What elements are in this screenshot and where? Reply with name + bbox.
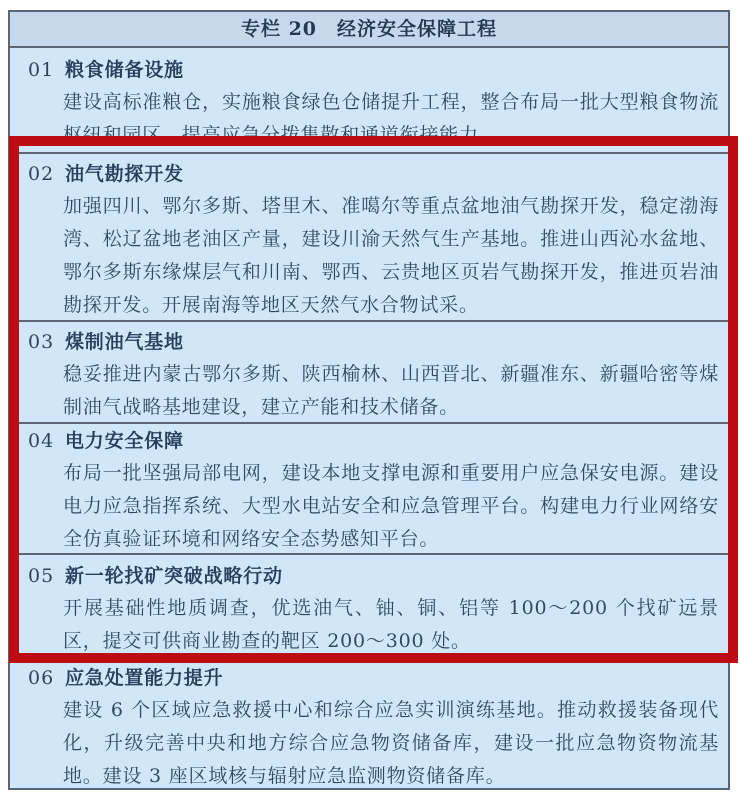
item-head xyxy=(10,326,728,358)
item-body: 稳妥推进内蒙古鄂尔多斯、陕西榆林、山西晋北、新疆准东、新疆哈密等煤制油气战略基地建设，建立产能和技术储备。 xyxy=(63,363,719,418)
item-head xyxy=(10,662,728,694)
box-item xyxy=(10,48,728,154)
item-number: 03 xyxy=(28,331,55,353)
item-body: 建设高标准粮仓，实施粮食绿色仓储提升工程，整合布局一批大型粮食物流枢纽和园区，提高应急分拨集散和通道衔接能力。 xyxy=(63,91,719,146)
infobox-title: 专栏 20 经济安全保障工程 xyxy=(10,12,728,48)
item-title: 电力安全保障 xyxy=(65,430,184,452)
item-head xyxy=(10,425,728,457)
item-head xyxy=(10,158,728,190)
item-title: 新一轮找矿突破战略行动 xyxy=(65,565,283,587)
item-title: 煤制油气基地 xyxy=(65,331,184,353)
item-body: 布局一批坚强局部电网，建设本地支撑电源和重要用户应急保安电源。建设电力应急指挥系统、大型水电站安全和应急管理平台。构建电力行业网络安全仿真验证环境和网络安全态势感知平台。 xyxy=(63,462,719,550)
box-item xyxy=(10,555,728,660)
item-number: 01 xyxy=(28,59,55,81)
box-item xyxy=(10,154,728,322)
item-title: 油气勘探开发 xyxy=(65,163,184,185)
item-head xyxy=(10,54,728,86)
item-number: 05 xyxy=(28,565,55,587)
item-body: 开展基础性地质调查，优选油气、铀、铜、铝等 100～200 个找矿远景区，提交可供商业勘查的靶区 200～300 处。 xyxy=(63,597,719,652)
item-number: 06 xyxy=(28,667,55,689)
infobox-table xyxy=(8,10,730,790)
item-body: 加强四川、鄂尔多斯、塔里木、准噶尔等重点盆地油气勘探开发，稳定渤海湾、松辽盆地老油区产量，建设川渝天然气生产基地。推进山西沁水盆地、鄂尔多斯东缘煤层气和川南、鄂西、云贵地区页岩气勘探开发，推进页岩油勘探开发。开展南海等地区天然气水合物试采。 xyxy=(63,195,719,316)
item-title: 应急处置能力提升 xyxy=(65,667,224,689)
item-body: 建设 6 个区域应急救援中心和综合应急实训演练基地。推动救援装备现代化，升级完善中央和地方综合应急物资储备库，建设一批应急物资物流基地。建设 3 座区域核与辐射应急监测物资储备库。 xyxy=(63,699,719,787)
box-item xyxy=(10,660,728,792)
box-item xyxy=(10,322,728,424)
item-number: 02 xyxy=(28,163,55,185)
item-head xyxy=(10,560,728,592)
item-title: 粮食储备设施 xyxy=(65,59,184,81)
item-number: 04 xyxy=(28,430,55,452)
box-item xyxy=(10,424,728,555)
